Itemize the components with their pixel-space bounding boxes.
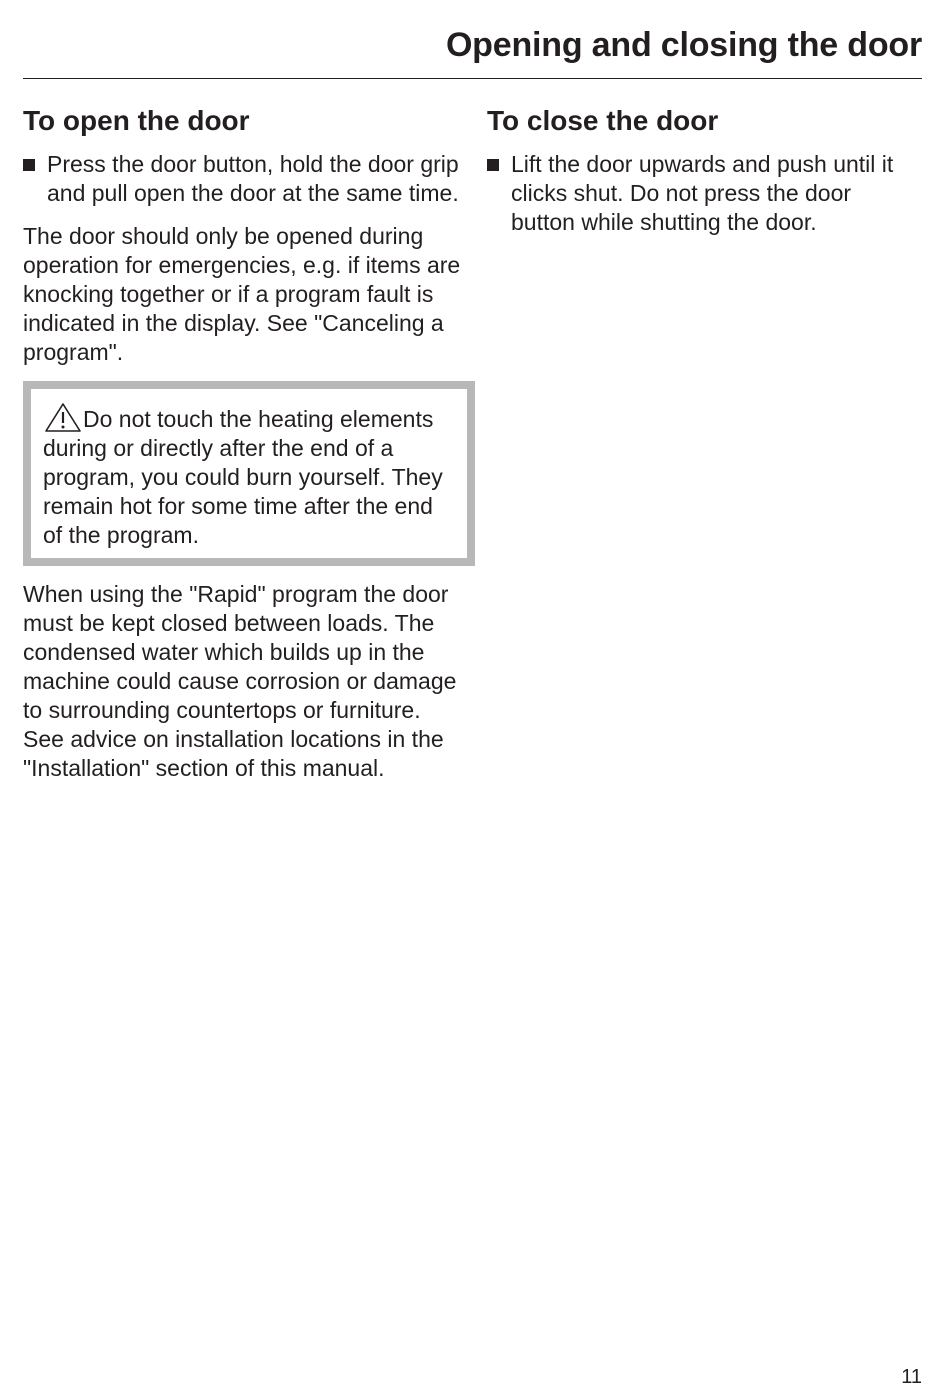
emergency-opening-paragraph: The door should only be opened during operation for emergencies, e.g. if items are knocking together or if a program fault is indicated in the display. See "Canceling a program". [23,223,461,365]
close-door-section [487,104,917,251]
warning-text: Do not touch the heating elements during or directly after the end of a program, you could burn yourself. They remain hot for some time after the end of the program. [43,406,443,548]
page-title: Opening and closing the door [445,26,922,64]
square-bullet-icon [23,159,35,171]
page-number: 11 [901,1366,922,1388]
rapid-program-paragraph: When using the "Rapid" program the door must be kept closed between loads. The condensed water which builds up in the machine could cause corrosion or damage to surrounding countertops or furniture. See advice on installation locations in the "Installation" section of this manual. [23,581,457,781]
close-door-heading: To close the door [487,105,719,136]
open-door-bullet-text: Press the door button, hold the door grip and pull open the door at the same time. [47,151,459,206]
close-door-bullet-text: Lift the door upwards and push until it clicks shut. Do not press the door button while shutting the door. [511,151,894,235]
warning-box [23,381,475,566]
close-door-bullet [487,150,917,237]
open-door-section [23,104,463,797]
square-bullet-icon [487,159,499,171]
warning-triangle-icon [43,401,83,433]
title-divider [23,78,922,79]
open-door-bullet [23,150,463,208]
open-door-heading: To open the door [23,105,250,136]
